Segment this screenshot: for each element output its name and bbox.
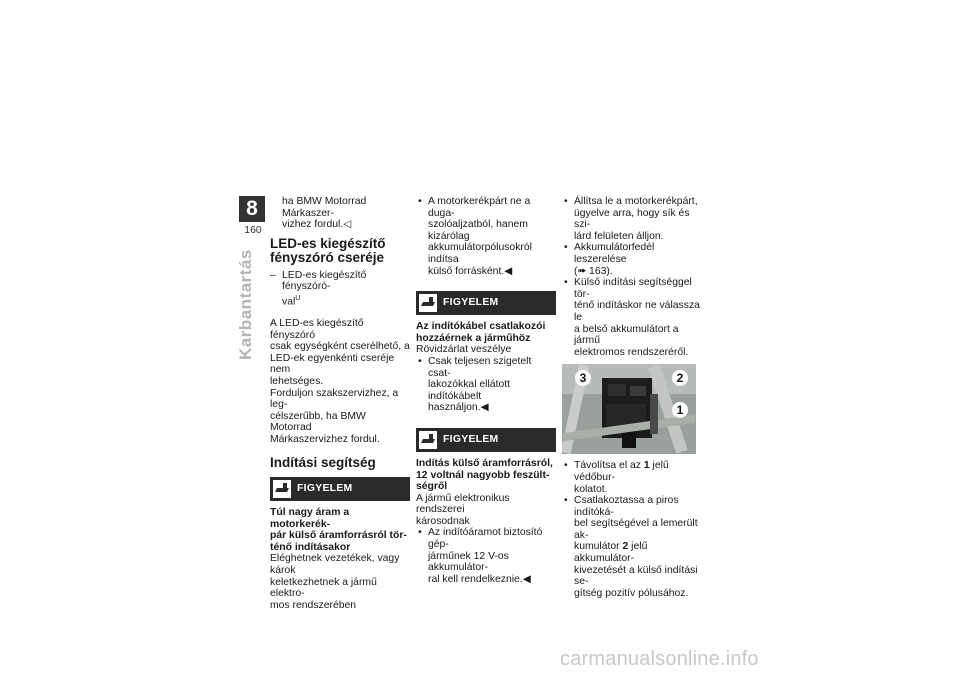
para-line: lehetséges. <box>270 376 324 387</box>
chapter-tab <box>239 196 267 236</box>
bullet-cont: elektromos rendszeréről. <box>574 346 689 358</box>
bullet-cont: lárd felületen álljon. <box>574 230 664 242</box>
dash-item-cont: val$^U$ <box>282 294 301 308</box>
bullet-cont: ténő indításkor ne válassza le <box>574 300 700 323</box>
warning-label: FIGYELEM <box>443 433 499 445</box>
para-line: Forduljon szakszervizhez, a leg- <box>270 387 399 411</box>
bullet-item: • Akkumulátorfedél leszerelése <box>562 242 702 265</box>
warning-label: FIGYELEM <box>443 297 499 309</box>
warning-title: Indítás külső áramforrásról, <box>416 457 553 469</box>
column-1 <box>270 196 410 611</box>
bullet-item: • Csak teljesen szigetelt csat- <box>416 356 556 379</box>
bullet-cont: lakozókkal ellátott indítókábelt <box>428 379 511 402</box>
bullet-cont: kumulátor 2 jelű akkumulátor- <box>574 541 648 565</box>
para-line: A LED-es kiegészítő fényszóró <box>270 318 364 341</box>
bullet-cont: gítség pozitív pólusához. <box>574 587 689 599</box>
column-3 <box>562 196 702 599</box>
warning-bar <box>416 291 556 315</box>
watermark: carmanualsonline.info <box>560 648 759 670</box>
callout-2: 2 <box>672 370 688 386</box>
bullet-cont: szolóaljzatból, hanem kizárólag <box>428 219 528 242</box>
para-line: Márkaszervizhez fordul. <box>270 433 380 445</box>
warning-bar <box>270 477 410 501</box>
bullet-cont: kivezetését a külső indítási se- <box>574 564 698 588</box>
intro-line: ha BMW Motorrad Márkaszer- <box>282 196 367 219</box>
column-2 <box>416 196 556 585</box>
bullet-cont: a belső akkumulátort a jármű <box>574 323 679 347</box>
warning-icon <box>419 294 437 312</box>
bullet-cont: ral kell rendelkeznie.◀ <box>428 573 531 585</box>
bullet-cont: külső forrásként.◀ <box>428 265 513 277</box>
chapter-label: Karbantartás <box>236 249 255 360</box>
warning-title: Túl nagy áram a motorkerék- <box>270 507 350 530</box>
warning-title: ségről <box>416 481 448 493</box>
warning-title: ténő indításakor <box>270 541 351 553</box>
bullet-item: • Az indítóáramot biztosító gép- <box>416 527 556 550</box>
bullet-item: • Állítsa le a motorkerékpárt, <box>562 196 702 208</box>
warning-label: FIGYELEM <box>297 483 353 495</box>
bullet-cont: kolatot. <box>574 483 608 495</box>
para-line: csak egységként cserélhető, a <box>270 341 410 353</box>
page-number: 160 <box>244 224 262 236</box>
bullet-item: • Külső indítási segítséggel tör- <box>562 277 702 300</box>
bullet-cont: használjon.◀ <box>428 402 489 414</box>
warning-title: hozzáérnek a járműhöz <box>416 332 531 344</box>
warning-icon <box>419 431 437 449</box>
bullet-item: • Csatlakoztassa a piros indítóká- <box>562 495 702 518</box>
callout-1: 1 <box>672 402 688 418</box>
dash-item: – LED-es kiegészítő fényszóró- <box>270 270 410 293</box>
chapter-number: 8 <box>239 196 265 222</box>
warning-title: pár külső áramforrásról tör- <box>270 530 407 542</box>
warning-icon <box>273 480 291 498</box>
bullet-item: • A motorkerékpárt ne a duga- <box>416 196 556 219</box>
callout-3: 3 <box>575 370 591 386</box>
bullet-item: • Távolítsa el az 1 jelű védőbur- <box>562 460 702 483</box>
warning-body: A jármű elektronikus rendszerei <box>416 492 510 516</box>
heading-led: LED-es kiegészítő fényszóró cseréje <box>270 235 386 266</box>
heading-start-aid: Indítási segítség <box>270 454 376 470</box>
warning-title: Az indítókábel csatlakozói <box>416 321 546 333</box>
bullet-cont: akkumulátorpólusokról indítsa <box>428 242 532 265</box>
para-line: célszerűbb, ha BMW Motorrad <box>270 410 366 434</box>
warning-body: mos rendszerében <box>270 599 357 611</box>
bullet-cont: járműnek 12 V-os akkumulátor- <box>428 550 509 574</box>
bullet-cont: ügyelve arra, hogy sík és szi- <box>574 207 690 231</box>
bullet-cont: bel segítségével a lemerült ak- <box>574 518 698 541</box>
warning-title: 12 voltnál nagyobb feszült- <box>416 469 550 481</box>
bullet-cont: (➠ 163). <box>574 265 613 277</box>
battery-photo <box>562 364 696 454</box>
warning-body: Eléghetnek vezetékek, vagy károk <box>270 553 400 577</box>
warning-body: Rövidzárlat veszélye <box>416 344 512 356</box>
warning-body: károsodnak <box>416 515 470 527</box>
warning-body: keletkezhetnek a jármű elektro- <box>270 576 377 600</box>
warning-bar <box>416 428 556 452</box>
para-line: LED-ek egyenkénti cseréje nem <box>270 352 395 376</box>
intro-line: vizhez fordul.◁ <box>282 219 352 231</box>
